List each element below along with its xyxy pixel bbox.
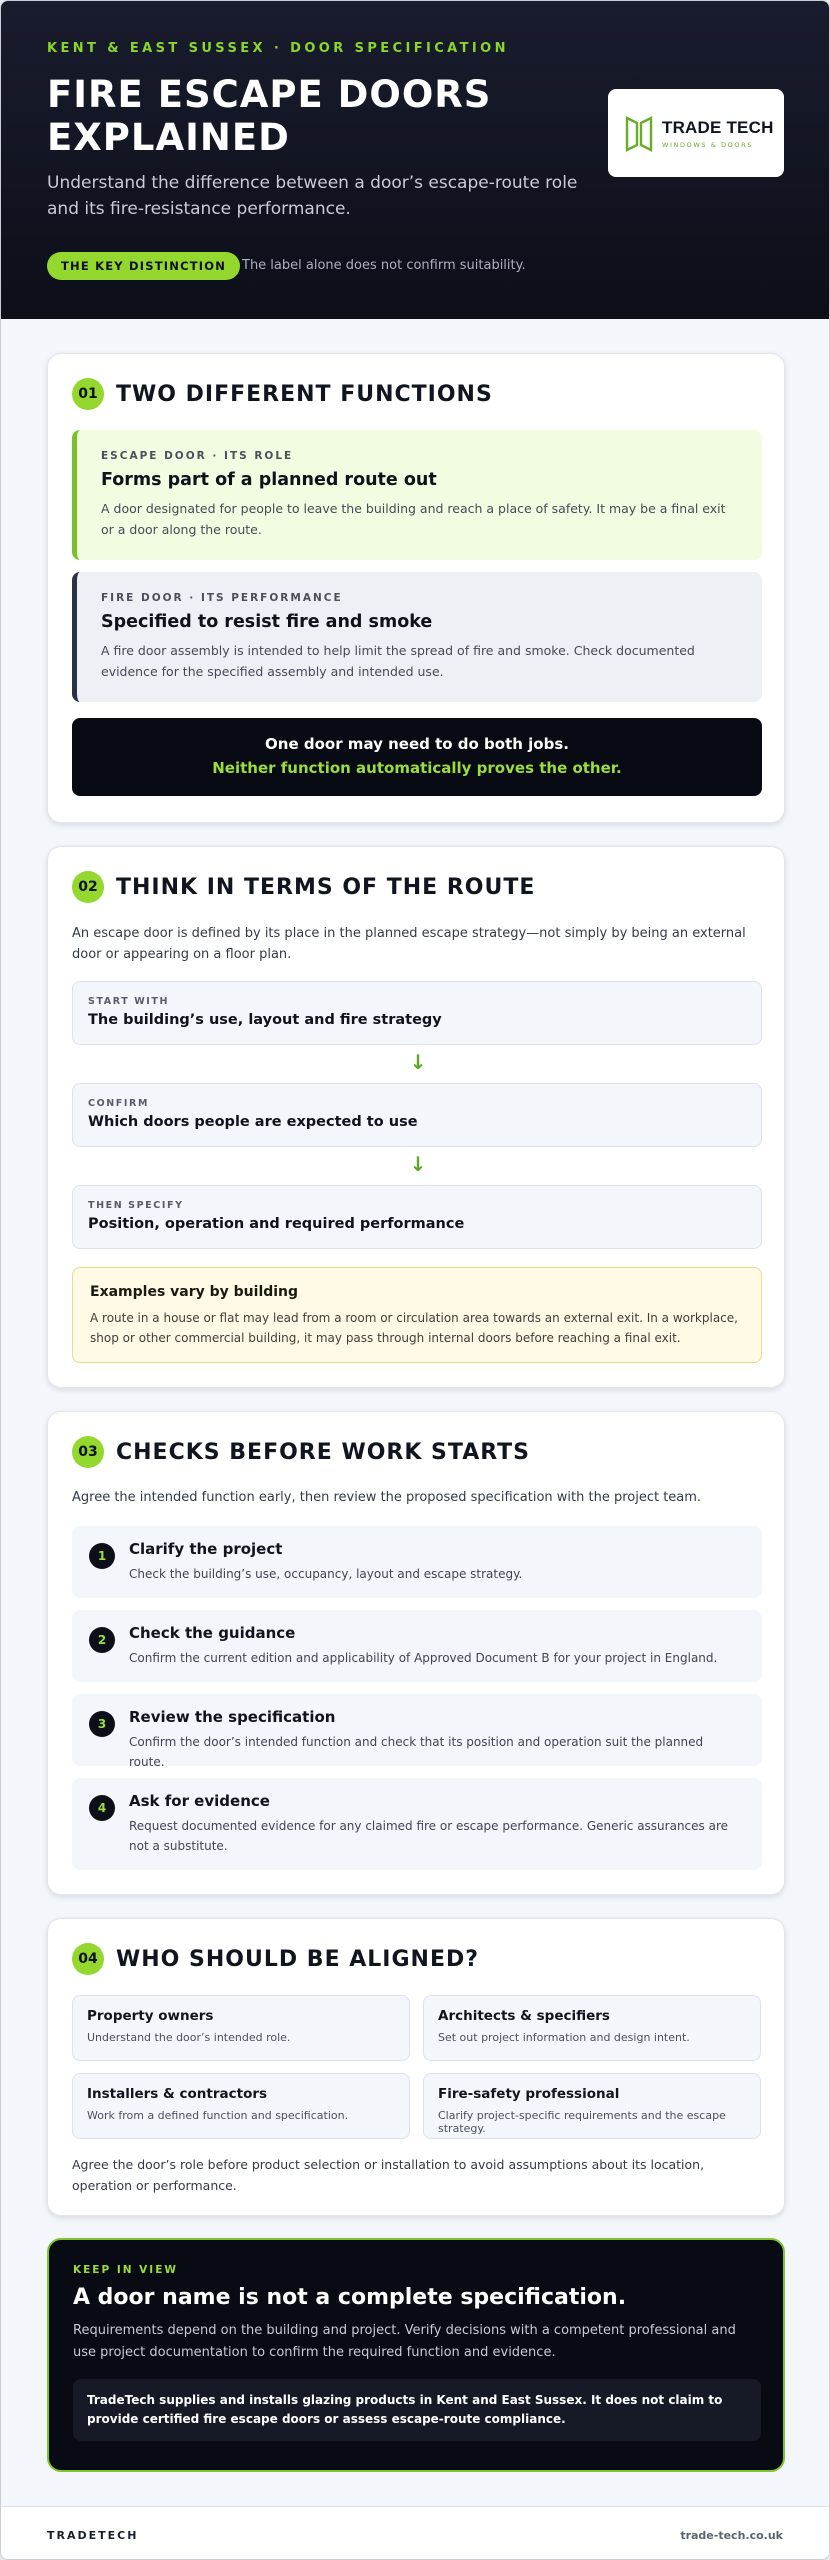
check-number: 4 xyxy=(89,1795,115,1821)
check-text: Check the building’s use, occupancy, layout and escape strategy. xyxy=(129,1567,523,1581)
title-line-2: EXPLAINED xyxy=(47,116,290,159)
section-number: 02 xyxy=(72,871,104,903)
footer-url-link[interactable]: trade-tech.co.uk xyxy=(680,2529,783,2542)
door-frame-icon xyxy=(624,114,654,152)
check-text: Confirm the current edition and applicability of Approved Document B for your project in England. xyxy=(129,1651,718,1665)
section-number: 03 xyxy=(72,1436,104,1468)
check-heading: Ask for evidence xyxy=(129,1792,270,1810)
badge-note: The label alone does not confirm suitability. xyxy=(242,258,526,273)
check-text: Request documented evidence for any claimed fire or escape performance. Generic assurances are not a substitute. xyxy=(129,1819,729,1853)
escape-door-panel xyxy=(72,430,762,560)
note-heading: Examples vary by building xyxy=(90,1284,299,1300)
arrow-down-icon: ↓ xyxy=(409,1050,427,1074)
section-title: CHECKS BEFORE WORK STARTS xyxy=(116,1439,531,1465)
section-outro: Agree the door’s role before product selection or installation to avoid assumptions about its location, operation or performance. xyxy=(72,2157,705,2193)
callout-line-1: One door may need to do both jobs. xyxy=(265,735,569,753)
section-title: WHO SHOULD BE ALIGNED? xyxy=(116,1946,480,1972)
role-heading: Installers & contractors xyxy=(87,2086,268,2102)
route-step xyxy=(72,1083,762,1147)
role-card xyxy=(72,1995,410,2061)
tradetech-logo xyxy=(608,89,784,177)
section-checks xyxy=(47,1411,785,1895)
section-route xyxy=(47,846,785,1388)
check-number: 3 xyxy=(89,1711,115,1737)
title-line-1: FIRE ESCAPE DOORS xyxy=(47,73,492,116)
check-item xyxy=(72,1694,762,1769)
section-number: 04 xyxy=(72,1943,104,1975)
hero-header xyxy=(1,1,829,319)
panel-heading: Forms part of a planned route out xyxy=(101,470,437,490)
step-label: CONFIRM xyxy=(88,1098,149,1109)
final-text: Requirements depend on the building and project. Verify decisions with a competent professional and use project documentation to confirm the required function and evidence. xyxy=(73,2323,736,2360)
role-heading: Fire-safety professional xyxy=(438,2086,620,2102)
role-text: Understand the door’s intended role. xyxy=(87,2031,291,2044)
final-heading: A door name is not a complete specification. xyxy=(73,2285,627,2310)
page-title xyxy=(47,73,567,159)
role-heading: Architects & specifiers xyxy=(438,2008,610,2024)
role-card xyxy=(423,2073,761,2139)
role-text: Set out project information and design intent. xyxy=(438,2031,690,2044)
callout-line-2: Neither function automatically proves the other. xyxy=(212,759,622,777)
check-item xyxy=(72,1610,762,1682)
role-card xyxy=(72,2073,410,2139)
panel-text: A door designated for people to leave the building and reach a place of safety. It may be a final exit or a door along the route. xyxy=(101,501,726,537)
logo-name: TRADE TECH xyxy=(662,117,774,137)
section-intro: An escape door is defined by its place in the planned escape strategy—not simply by being an external door or appearing on a floor plan. xyxy=(72,926,746,962)
page-subtitle: Understand the difference between a door’s escape-route role and its fire-resistance performance. xyxy=(47,173,578,219)
check-item xyxy=(72,1526,762,1598)
step-heading: Position, operation and required performance xyxy=(88,1216,465,1232)
check-item xyxy=(72,1778,762,1870)
panel-label: FIRE DOOR · ITS PERFORMANCE xyxy=(101,592,343,604)
step-heading: The building’s use, layout and fire strategy xyxy=(88,1012,442,1028)
route-step xyxy=(72,981,762,1045)
fire-door-panel xyxy=(72,572,762,702)
section-number: 01 xyxy=(72,378,104,410)
dual-function-callout xyxy=(72,718,762,796)
logo-tagline: WINDOWS & DOORS xyxy=(662,140,753,149)
route-step xyxy=(72,1185,762,1249)
final-kicker: KEEP IN VIEW xyxy=(73,2264,178,2276)
footer xyxy=(1,2506,829,2560)
section-alignment xyxy=(47,1918,785,2216)
role-text: Clarify project-specific requirements and the escape strategy. xyxy=(438,2109,726,2135)
panel-heading: Specified to resist fire and smoke xyxy=(101,612,433,632)
panel-label: ESCAPE DOOR · ITS ROLE xyxy=(101,450,294,462)
role-card xyxy=(423,1995,761,2061)
check-text: Confirm the door’s intended function and check that its position and operation suit the planned route. xyxy=(129,1735,704,1769)
header-kicker: KENT & EAST SUSSEX · DOOR SPECIFICATION xyxy=(47,41,509,56)
examples-note xyxy=(72,1267,762,1363)
check-number: 1 xyxy=(89,1543,115,1569)
check-heading: Review the specification xyxy=(129,1708,336,1726)
role-text: Work from a defined function and specification. xyxy=(87,2109,349,2122)
step-label: THEN SPECIFY xyxy=(88,1200,184,1211)
check-heading: Clarify the project xyxy=(129,1540,283,1558)
section-title: TWO DIFFERENT FUNCTIONS xyxy=(116,381,493,407)
section-title: THINK IN TERMS OF THE ROUTE xyxy=(116,874,536,900)
arrow-down-icon: ↓ xyxy=(409,1152,427,1176)
check-heading: Check the guidance xyxy=(129,1624,296,1642)
panel-text: A fire door assembly is intended to help limit the spread of fire and smoke. Check documented evidence for the specified assembly and intended use. xyxy=(101,643,695,679)
role-heading: Property owners xyxy=(87,2008,214,2024)
section-intro: Agree the intended function early, then review the proposed specification with the project team. xyxy=(72,1490,702,1505)
step-label: START WITH xyxy=(88,996,170,1007)
key-distinction-badge: THE KEY DISTINCTION xyxy=(47,252,240,280)
step-heading: Which doors people are expected to use xyxy=(88,1114,418,1130)
note-text: A route in a house or flat may lead from a room or circulation area towards an external exit. In a workplace, shop or other commercial building, it may pass through internal doors before reaching a final exit. xyxy=(90,1311,738,1345)
check-number: 2 xyxy=(89,1627,115,1653)
disclaimer-box: TradeTech supplies and installs glazing products in Kent and East Sussex. It does not claim to provide certified fire escape doors or assess escape-route compliance. xyxy=(73,2379,761,2441)
section-two-functions xyxy=(47,353,785,823)
keep-in-view-panel xyxy=(47,2238,785,2472)
footer-brand: TRADETECH xyxy=(47,2529,139,2542)
